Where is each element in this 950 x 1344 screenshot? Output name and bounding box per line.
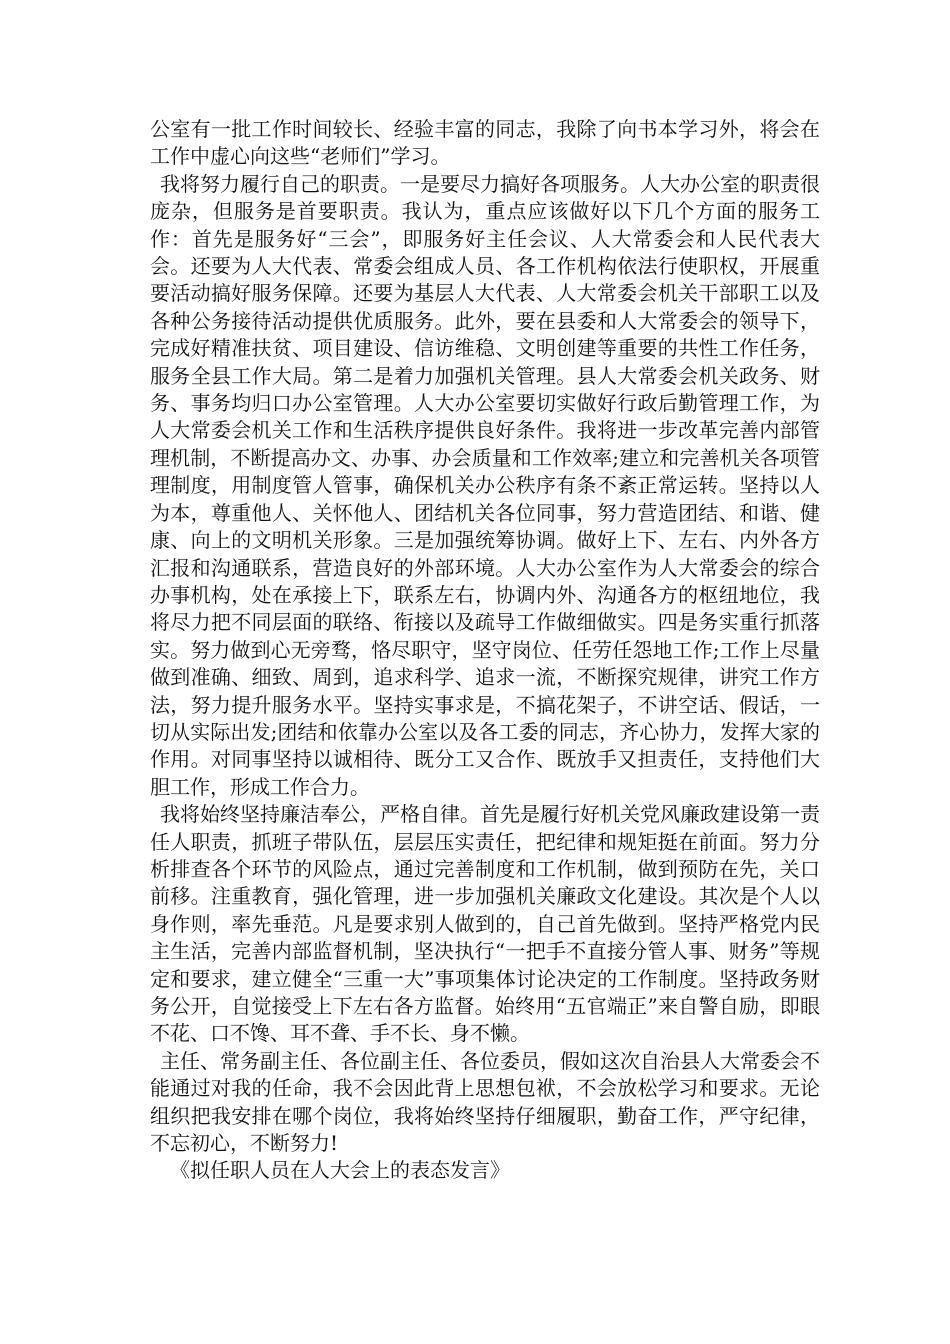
paragraph-integrity: 我将始终坚持廉洁奉公，严格自律。首先是履行好机关党风廉政建设第一责任人职责，抓班子带队伍，层层压实责任，把纪律和规矩挺在前面。努力分析排查各个环节的风险点，通过完善制度和工作机制，做到预防在先，关口前移。注重教育，强化管理，进一步加强机关廉政文化建设。其次是个人以身作则，率先垂范。凡是要求别人做到的，自己首先做到。坚持严格党内民主生活，完善内部监督机制，坚决执行“一把手不直接分管人事、财务”等规定和要求，建立健全“三重一大”事项集体讨论决定的工作制度。坚持政务财务公开，自觉接受上下左右各方监督。始终用“五官端正”来自警自励，即眼不花、口不馋、耳不聋、手不长、身不懒。: [150, 802, 820, 1046]
document-title-reference: 《拟任职人员在人大会上的表态发言》: [170, 1158, 510, 1183]
paragraph-continuation: 公室有一批工作时间较长、经验丰富的同志，我除了向书本学习外，将会在工作中虚心向这些“老师们”学习。: [150, 117, 820, 169]
paragraph-duties: 我将努力履行自己的职责。一是要尽力搞好各项服务。人大办公室的职责很庞杂，但服务是首要职责。我认为，重点应该做好以下几个方面的服务工作：首先是服务好“三会”，即服务好主任会议、人大常委会和人民代表大会。还要为人大代表、常委会组成人员、各工作机构依法行使职权，开展重要活动搞好服务保障。还要为基层人大代表、人大常委会机关干部职工以及各种公务接待活动提供优质服务。此外，要在县委和人大常委会的领导下，完成好精准扶贫、项目建设、信访维稳、文明创建等重要的共性工作任务，服务全县工作大局。第二是着力加强机关管理。县人大常委会机关政务、财务、事务均归口办公室管理。人大办公室要切实做好行政后勤管理工作，为人大常委会机关工作和生活秩序提供良好条件。我将进一步改革完善内部管理机制，不断提高办文、办事、办会质量和工作效率;建立和完善机关各项管理制度，用制度管人管事，确保机关办公秩序有条不紊正常运转。坚持以人为本，尊重他人、关怀他人、团结机关各位同事，努力营造团结、和谐、健康、向上的文明机关形象。三是加强统筹协调。做好上下、左右、内外各方汇报和沟通联系，营造良好的外部环境。人大办公室作为人大常委会的综合办事机构，处在承接上下，联系左右，协调内外、沟通各方的枢纽地位，我将尽力把不同层面的联络、衔接以及疏导工作做细做实。四是务实重行抓落实。努力做到心无旁骛，恪尽职守，坚守岗位、任劳任怨地工作;工作上尽量做到准确、细致、周到，追求科学、追求一流，不断探究规律，讲究工作方法，努力提升服务水平。坚持实事求是，不搞花架子，不讲空话、假话，一切从实际出发;团结和依靠办公室以及各工委的同志，齐心协力，发挥大家的作用。对同事坚持以诚相待、既分工又合作、既放手又担责任，支持他们大胆工作，形成工作合力。: [150, 171, 820, 799]
document-body: [150, 116, 820, 1185]
paragraph-closing-statement: 主任、常务副主任、各位副主任、各位委员，假如这次自治县人大常委会不能通过对我的任命，我不会因此背上思想包袱，不会放松学习和要求。无论组织把我安排在哪个岗位，我将始终坚持仔细履职，勤奋工作，严守纪律，不忘初心，不断努力!: [150, 1048, 820, 1156]
